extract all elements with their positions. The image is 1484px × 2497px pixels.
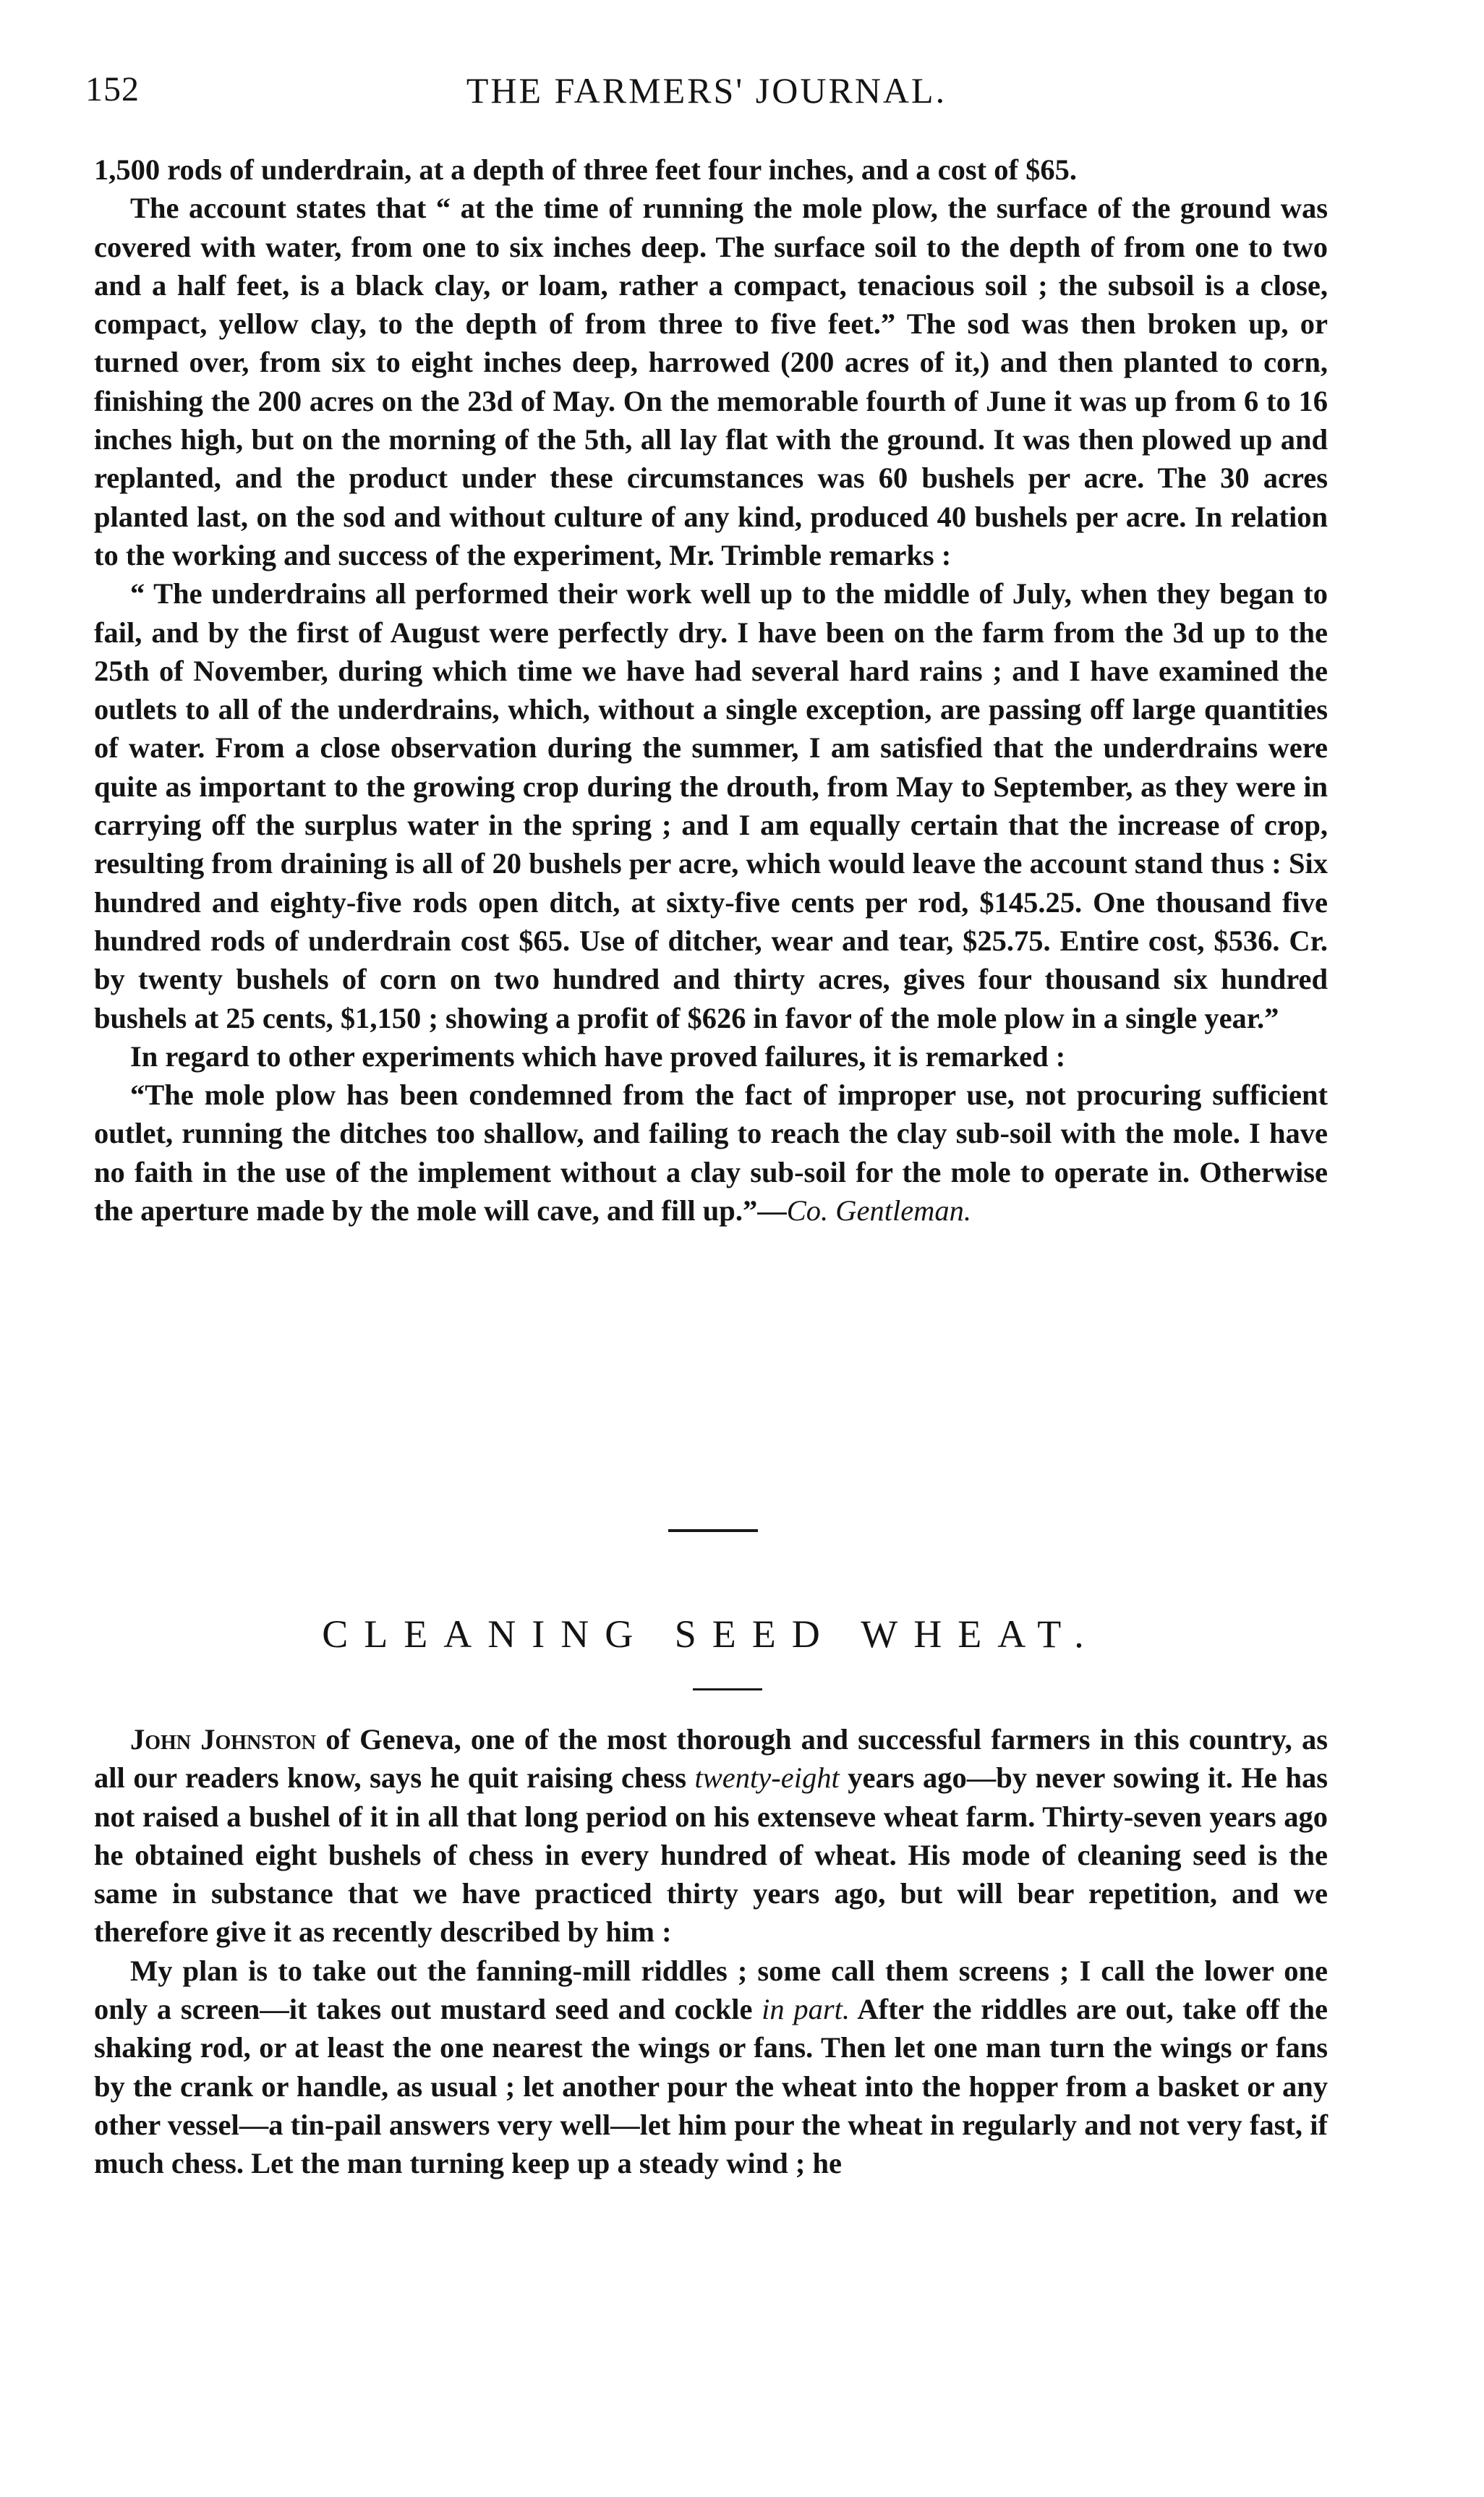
paragraph: In regard to other experiments which have proved failures, it is remarked :: [130, 1039, 1066, 1073]
paragraph-text: “The mole plow has been condemned from the fact of improper use, not procuring sufficient outlet, running the ditches too shallow, and failing to reach the clay sub-soil with the mole. I have no faith in the use of the implement without a clay sub-soil for the mole to operate in. Otherwise the aperture made by the mole will cave, and fill up.”—: [94, 1079, 1328, 1228]
section-divider-rule: [668, 1529, 758, 1532]
article-cleaning-seed-wheat: [94, 1720, 1328, 2183]
paragraph-text: After the riddles are out, take off the shaking rod, or at least the one nearest the wings or fans. Then let one man turn the wings or fans by the crank or handle, as usual ; let another pour the wheat into the hopper from a basket or any other vessel—a tin-pail answers very well—let him pour the wheat in regularly and not very fast, if much chess. Let the man turning keep up a steady wind ; he: [94, 1993, 1329, 2180]
closing-paragraph: [94, 1076, 1328, 1230]
article-mole-plow: [94, 150, 1328, 1230]
paragraph-text: years ago—by never sowing it. He has not raised a bushel of it in all that long period on his extenseve wheat farm. Thirty-seven years ago he obtained eight bushels of chess in every hundred of wheat. His mode of cleaning seed is the same in substance that we have practiced thirty years ago, but will bear repetition, and we therefore give it as recently described by him :: [94, 1761, 1328, 1949]
source-attribution: Co. Gentleman.: [786, 1194, 972, 1228]
paragraph: The account states that “ at the time of running the mole plow, the surface of the ground was covered with water, from one to six inches deep. The surface soil to the depth of from one to two and a half feet, is a black clay, or loam, rather a compact, tenacious soil ; the subsoil is a close, compact, yellow clay, to the depth of from three to five feet.” The sod was then broken up, or turned over, from six to eight inches deep, harrowed (200 acres of it,) and then planted to corn, finishing the 200 acres on the 23d of May. On the memorable fourth of June it was up from 6 to 16 inches high, but on the morning of the 5th, all lay flat with the ground. It was then plowed up and replanted, and the product under these circumstances was 60 bushels per acre. The 30 acres planted last, on the sod and without culture of any kind, produced 40 bushels per acre. In relation to the working and success of the experiment, Mr. Trimble remarks :: [94, 192, 1328, 571]
paragraph-text: My plan is to take out the fanning-mill riddles ; some call them screens ; I call the lower one only a screen—it takes out mustard seed and cockle: [94, 1954, 1328, 2026]
paragraph: [94, 1952, 1328, 2183]
paragraph-text: of Geneva, one of the most thorough and successful farmers in this country, as all our readers know, says he quit raising chess: [94, 1723, 1328, 1795]
author-name: John Johnston: [130, 1723, 316, 1756]
emphasis-text: twenty-eight: [694, 1761, 840, 1795]
emphasis-text: in part.: [762, 1993, 850, 2026]
heading-underline-rule: [693, 1688, 762, 1690]
paragraph: “ The underdrains all performed their work well up to the middle of July, when they began to fail, and by the first of August were perfectly dry. I have been on the farm from the 3d up to the 25th of November, during which time we have had several hard rains ; and I have examined the outlets to all of the underdrains, which, without a single exception, are passing off large quantities of water. From a close observation during the summer, I am satisfied that the underdrains were quite as important to the growing crop during the drouth, from May to September, as they were in carrying off the surplus water in the spring ; and I am equally certain that the increase of crop, resulting from draining is all of 20 bushels per acre, which would leave the account stand thus : Six hundred and eighty-five rods open ditch, at sixty-five cents per rod, $145.25. One thousand five hundred rods of underdrain cost $65. Use of ditcher, wear and tear, $25.75. Entire cost, $536. Cr. by twenty bushels of corn on two hundred and thirty acres, gives four thousand six hundred bushels at 25 cents, $1,150 ; showing a profit of $626 in favor of the mole plow in a single year.”: [94, 577, 1328, 1034]
paragraph: 1,500 rods of underdrain, at a depth of three feet four inches, and a cost of $65.: [94, 153, 1077, 186]
running-title: THE FARMERS' JOURNAL.: [466, 70, 947, 111]
section-heading: CLEANING SEED WHEAT.: [322, 1612, 1100, 1656]
page-header: [85, 69, 1328, 127]
paragraph: [94, 1720, 1328, 1952]
page-number: 152: [85, 70, 140, 109]
